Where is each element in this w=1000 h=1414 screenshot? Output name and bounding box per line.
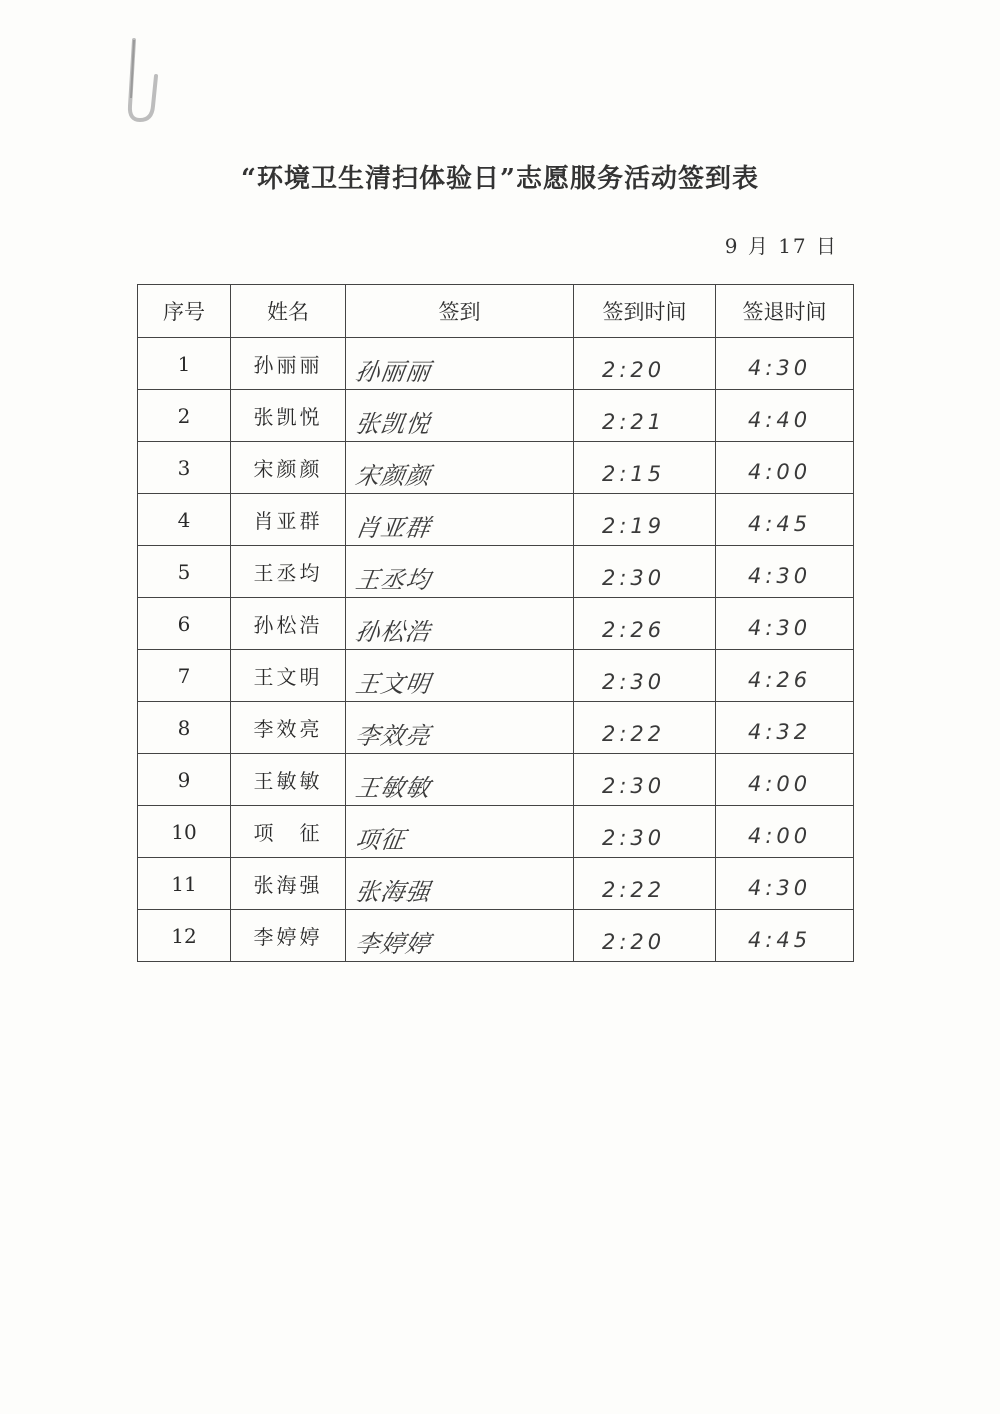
handwritten-signature: 王文明 [353,670,433,698]
handwritten-signature: 肖亚群 [353,514,433,542]
table-row [138,494,854,546]
time-out-cell [716,702,854,754]
handwritten-time-out: 4:30 [748,564,812,588]
header-time-in: 签到时间 [574,285,716,338]
signature-cell [346,910,574,962]
time-out-cell [716,910,854,962]
row-name: 张海强 [231,858,346,910]
handwritten-signature: 项征 [353,826,408,854]
signature-cell [346,806,574,858]
table-body [138,338,854,962]
handwritten-time-in: 2:22 [602,722,666,746]
handwritten-time-in: 2:26 [602,618,666,642]
row-number: 2 [138,390,231,442]
signature-cell [346,546,574,598]
page-title: “环境卫生清扫体验日”志愿服务活动签到表 [241,164,759,194]
row-name: 王敏敏 [231,754,346,806]
table-row [138,910,854,962]
header-time-out: 签退时间 [716,285,854,338]
handwritten-signature: 王丞均 [353,566,433,594]
table-row [138,858,854,910]
row-number: 5 [138,546,231,598]
table-row [138,754,854,806]
time-in-cell [574,806,716,858]
header-name: 姓名 [231,285,346,338]
signature-cell [346,442,574,494]
row-number: 8 [138,702,231,754]
handwritten-time-out: 4:30 [748,356,812,380]
handwritten-time-out: 4:30 [748,876,812,900]
row-number: 9 [138,754,231,806]
signature-cell [346,598,574,650]
signature-cell [346,754,574,806]
handwritten-time-in: 2:30 [602,826,666,850]
time-in-cell [574,546,716,598]
table-row [138,390,854,442]
row-name: 孙松浩 [231,598,346,650]
handwritten-time-in: 2:30 [602,566,666,590]
time-out-cell [716,390,854,442]
table-header-row [138,285,854,338]
handwritten-time-out: 4:40 [748,408,812,432]
sheet-date: 9 月 17 日 [724,234,838,258]
time-out-cell [716,338,854,390]
time-out-cell [716,754,854,806]
time-out-cell [716,546,854,598]
signature-cell [346,858,574,910]
signature-cell [346,494,574,546]
row-name: 王丞均 [231,546,346,598]
time-out-cell [716,598,854,650]
row-name: 孙丽丽 [231,338,346,390]
handwritten-time-out: 4:30 [748,616,812,640]
signature-cell [346,650,574,702]
time-out-cell [716,806,854,858]
time-in-cell [574,650,716,702]
table-row [138,650,854,702]
row-number: 10 [138,806,231,858]
handwritten-time-out: 4:00 [748,772,812,796]
row-number: 11 [138,858,231,910]
handwritten-signature: 王敏敏 [353,774,433,802]
time-in-cell [574,338,716,390]
handwritten-time-in: 2:20 [602,358,666,382]
handwritten-time-in: 2:19 [602,514,666,538]
table-row [138,338,854,390]
handwritten-signature: 李效亮 [353,722,433,750]
time-in-cell [574,442,716,494]
row-number: 4 [138,494,231,546]
time-out-cell [716,650,854,702]
handwritten-time-out: 4:00 [748,460,812,484]
handwritten-time-in: 2:30 [602,670,666,694]
time-in-cell [574,702,716,754]
header-no: 序号 [138,285,231,338]
handwritten-time-out: 4:45 [748,512,812,536]
signin-table [137,284,854,962]
table-row [138,806,854,858]
time-out-cell [716,442,854,494]
handwritten-time-in: 2:30 [602,774,666,798]
handwritten-time-in: 2:15 [602,462,666,486]
row-name: 李婷婷 [231,910,346,962]
row-name: 王文明 [231,650,346,702]
time-in-cell [574,494,716,546]
row-number: 12 [138,910,231,962]
row-number: 7 [138,650,231,702]
handwritten-time-in: 2:20 [602,930,666,954]
row-number: 3 [138,442,231,494]
handwritten-time-in: 2:22 [602,878,666,902]
handwritten-signature: 张凯悦 [353,410,433,438]
table-row [138,702,854,754]
time-out-cell [716,858,854,910]
header-signature: 签到 [346,285,574,338]
time-in-cell [574,390,716,442]
handwritten-time-in: 2:21 [602,410,666,434]
time-out-cell [716,494,854,546]
handwritten-signature: 孙丽丽 [353,358,433,386]
row-name: 肖亚群 [231,494,346,546]
handwritten-signature: 张海强 [353,878,433,906]
table-row [138,598,854,650]
handwritten-time-out: 4:45 [748,928,812,952]
time-in-cell [574,754,716,806]
handwritten-time-out: 4:00 [748,824,812,848]
table-row [138,546,854,598]
row-number: 1 [138,338,231,390]
signature-cell [346,702,574,754]
row-name: 项 征 [231,806,346,858]
row-name: 李效亮 [231,702,346,754]
table-row [138,442,854,494]
handwritten-signature: 孙松浩 [353,618,433,646]
handwritten-signature: 李婷婷 [353,930,433,958]
row-name: 宋颜颜 [231,442,346,494]
time-in-cell [574,858,716,910]
signature-cell [346,390,574,442]
handwritten-time-out: 4:26 [748,668,812,692]
row-number: 6 [138,598,231,650]
handwritten-time-out: 4:32 [748,720,812,744]
row-name: 张凯悦 [231,390,346,442]
signature-cell [346,338,574,390]
time-in-cell [574,910,716,962]
handwritten-signature: 宋颜颜 [353,462,433,490]
time-in-cell [574,598,716,650]
paperclip-icon [112,36,162,126]
